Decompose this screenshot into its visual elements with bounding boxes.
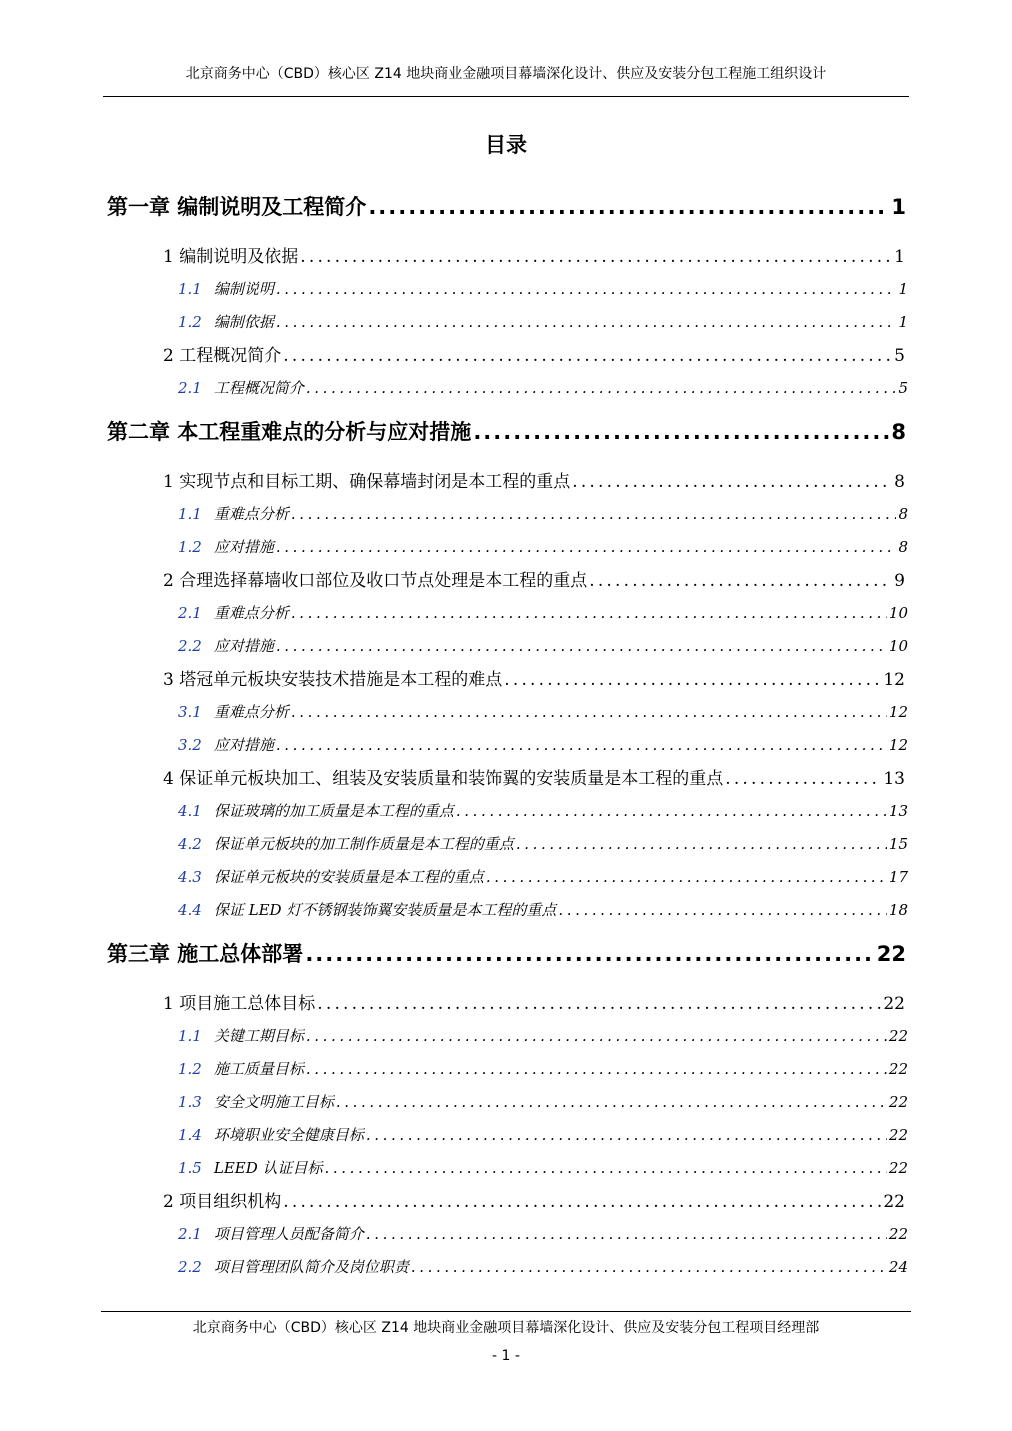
toc-entry-page: 8 bbox=[891, 420, 906, 444]
toc-title: 目录 bbox=[485, 133, 527, 157]
toc-entry-label: 3 塔冠单元板块安装技术措施是本工程的难点 bbox=[163, 670, 503, 690]
toc-entry-text bbox=[178, 1056, 304, 1082]
toc-dot-leader bbox=[283, 1188, 881, 1216]
toc-entry-level-3[interactable] bbox=[178, 1056, 908, 1082]
toc-entry-level-3[interactable] bbox=[178, 309, 908, 335]
toc-entry-number: 1.5 bbox=[178, 1159, 202, 1177]
toc-entry-number: 1.2 bbox=[178, 1060, 202, 1078]
toc-dot-leader bbox=[291, 501, 897, 527]
toc-entry-text bbox=[178, 798, 454, 824]
toc-entry-number: 4.1 bbox=[178, 802, 202, 820]
toc-entry-text bbox=[178, 1221, 364, 1247]
toc-entry-level-3[interactable] bbox=[178, 375, 908, 401]
toc-entry-text bbox=[178, 699, 289, 725]
toc-entry-label: 应对措施 bbox=[213, 538, 274, 556]
toc-dot-leader bbox=[300, 243, 892, 271]
toc-entry-label: 2 合理选择幕墙收口部位及收口节点处理是本工程的重点 bbox=[163, 571, 588, 591]
toc-entry-text bbox=[178, 534, 274, 560]
toc-entry-text bbox=[163, 666, 502, 694]
toc-entry-number: 1.1 bbox=[178, 1027, 202, 1045]
toc-entry-text bbox=[178, 1155, 323, 1181]
toc-entry-text bbox=[178, 1122, 364, 1148]
toc-entry-level-2[interactable] bbox=[163, 342, 905, 370]
toc-entry-level-3[interactable] bbox=[178, 501, 908, 527]
toc-entry-page: 13 bbox=[883, 769, 905, 789]
toc-entry-number: 2.2 bbox=[178, 1258, 202, 1276]
toc-entry-label: 1 实现节点和目标工期、确保幕墙封闭是本工程的重点 bbox=[163, 472, 571, 492]
toc-dot-leader bbox=[291, 600, 887, 626]
toc-entry-label: 重难点分析 bbox=[213, 604, 289, 622]
toc-entry-level-3[interactable] bbox=[178, 1254, 908, 1280]
toc-dot-leader bbox=[456, 798, 887, 824]
toc-entry-level-2[interactable] bbox=[163, 765, 905, 793]
page-header: 北京商务中心（CBD）核心区 Z14 地块商业金融项目幕墙深化设计、供应及安装分包工程施工组织设计 bbox=[103, 62, 909, 97]
toc-entry-level-3[interactable] bbox=[178, 600, 908, 626]
toc-entry-text bbox=[163, 342, 281, 370]
toc-dot-leader bbox=[368, 190, 889, 224]
toc-entry-level-3[interactable] bbox=[178, 831, 908, 857]
toc-entry-label: 应对措施 bbox=[213, 637, 274, 655]
toc-dot-leader bbox=[486, 864, 887, 890]
toc-dot-leader bbox=[325, 1155, 887, 1181]
toc-entry-page: 13 bbox=[888, 802, 908, 820]
toc-entry-label: 保证单元板块的加工制作质量是本工程的重点 bbox=[213, 835, 514, 853]
toc-entry-text bbox=[178, 309, 274, 335]
toc-dot-leader bbox=[336, 1089, 887, 1115]
toc-entry-text bbox=[178, 633, 274, 659]
toc-entry-page: 22 bbox=[888, 1093, 908, 1111]
toc-entry-page: 22 bbox=[888, 1060, 908, 1078]
toc-entry-page: 5 bbox=[894, 346, 905, 366]
toc-entry-page: 22 bbox=[888, 1225, 908, 1243]
toc-entry-label: 安全文明施工目标 bbox=[213, 1093, 334, 1111]
toc-entry-label: 重难点分析 bbox=[213, 505, 289, 523]
toc-entry-level-3[interactable] bbox=[178, 1155, 908, 1181]
page-footer: 北京商务中心（CBD）核心区 Z14 地块商业金融项目幕墙深化设计、供应及安装分包工程项目经理部 bbox=[192, 1320, 820, 1336]
toc-entry-number: 1.1 bbox=[178, 505, 202, 523]
toc-entry-text bbox=[178, 1254, 409, 1280]
toc-entry-level-1[interactable] bbox=[107, 415, 906, 449]
toc-entry-page: 12 bbox=[888, 736, 908, 754]
toc-entry-number: 1.2 bbox=[178, 538, 202, 556]
toc-entry-level-3[interactable] bbox=[178, 897, 908, 923]
toc-dot-leader bbox=[276, 534, 897, 560]
toc-dot-leader bbox=[276, 732, 887, 758]
toc-entry-level-2[interactable] bbox=[163, 666, 905, 694]
toc-entry-label: 保证 LED 灯不锈钢装饰翼安装质量是本工程的重点 bbox=[213, 901, 557, 919]
toc-dot-leader bbox=[473, 415, 889, 449]
toc-entry-page: 12 bbox=[888, 703, 908, 721]
toc-entry-number: 2.1 bbox=[178, 1225, 202, 1243]
toc-entry-level-3[interactable] bbox=[178, 798, 908, 824]
toc-entry-level-3[interactable] bbox=[178, 276, 908, 302]
toc-dot-leader bbox=[725, 765, 881, 793]
toc-entry-text bbox=[178, 732, 274, 758]
toc-entry-page: 10 bbox=[888, 604, 908, 622]
toc-entry-text bbox=[178, 501, 289, 527]
toc-dot-leader bbox=[276, 276, 897, 302]
toc-entry-page: 1 bbox=[894, 247, 905, 267]
footer-divider bbox=[101, 1311, 911, 1312]
toc-entry-label: LEED 认证目标 bbox=[213, 1159, 323, 1177]
toc-dot-leader bbox=[306, 1023, 887, 1049]
toc-entry-page: 12 bbox=[883, 670, 905, 690]
toc-entry-text bbox=[163, 468, 570, 496]
toc-entry-number: 1.4 bbox=[178, 1126, 202, 1144]
toc-entry-level-3[interactable] bbox=[178, 534, 908, 560]
toc-entry-text bbox=[163, 1188, 281, 1216]
toc-entry-level-3[interactable] bbox=[178, 1221, 908, 1247]
toc-entry-number: 1.1 bbox=[178, 280, 202, 298]
toc-dot-leader bbox=[558, 897, 887, 923]
toc-dot-leader bbox=[283, 342, 892, 370]
toc-entry-number: 4.4 bbox=[178, 901, 202, 919]
toc-entry-level-3[interactable] bbox=[178, 864, 908, 890]
toc-entry-page: 10 bbox=[888, 637, 908, 655]
toc-entry-label: 应对措施 bbox=[213, 736, 274, 754]
toc-entry-page: 18 bbox=[888, 901, 908, 919]
toc-entry-number: 1.2 bbox=[178, 313, 202, 331]
toc-dot-leader bbox=[366, 1122, 887, 1148]
toc-entry-text bbox=[163, 243, 298, 271]
toc-entry-number: 1.3 bbox=[178, 1093, 202, 1111]
toc-entry-label: 保证玻璃的加工质量是本工程的重点 bbox=[213, 802, 454, 820]
toc-entry-page: 8 bbox=[898, 505, 908, 523]
toc-entry-number: 2.2 bbox=[178, 637, 202, 655]
toc-dot-leader bbox=[276, 309, 897, 335]
toc-entry-page: 5 bbox=[898, 379, 908, 397]
toc-entry-page: 8 bbox=[894, 472, 905, 492]
toc-dot-leader bbox=[317, 990, 881, 1018]
toc-entry-number: 2.1 bbox=[178, 379, 202, 397]
toc-entry-page: 15 bbox=[888, 835, 908, 853]
toc-entry-label: 保证单元板块的安装质量是本工程的重点 bbox=[213, 868, 484, 886]
toc-entry-page: 22 bbox=[888, 1159, 908, 1177]
toc-entry-label: 工程概况简介 bbox=[213, 379, 304, 397]
toc-entry-text bbox=[163, 990, 315, 1018]
toc-entry-level-3[interactable] bbox=[178, 1023, 908, 1049]
toc-entry-text bbox=[178, 1089, 334, 1115]
toc-entry-page: 22 bbox=[876, 942, 906, 966]
toc-entry-text bbox=[107, 415, 471, 449]
toc-entry-label: 2 项目组织机构 bbox=[163, 1192, 282, 1212]
toc-entry-page: 22 bbox=[888, 1126, 908, 1144]
toc-entry-text bbox=[178, 1023, 304, 1049]
toc-entry-level-2[interactable] bbox=[163, 990, 905, 1018]
toc-entry-number: 4.3 bbox=[178, 868, 202, 886]
toc-entry-label: 编制依据 bbox=[213, 313, 274, 331]
toc-dot-leader bbox=[306, 1056, 887, 1082]
toc-entry-page: 1 bbox=[891, 195, 906, 219]
toc-entry-text bbox=[178, 600, 289, 626]
toc-entry-text bbox=[163, 765, 723, 793]
toc-entry-text bbox=[178, 831, 514, 857]
toc-entry-page: 8 bbox=[898, 538, 908, 556]
toc-entry-text bbox=[178, 276, 274, 302]
toc-entry-page: 1 bbox=[898, 313, 908, 331]
toc-dot-leader bbox=[516, 831, 887, 857]
toc-entry-number: 2.1 bbox=[178, 604, 202, 622]
toc-dot-leader bbox=[306, 375, 897, 401]
toc-entry-page: 1 bbox=[898, 280, 908, 298]
toc-entry-page: 24 bbox=[888, 1258, 908, 1276]
toc-entry-text bbox=[178, 864, 484, 890]
toc-entry-level-1[interactable] bbox=[107, 190, 906, 224]
toc-entry-label: 项目管理人员配备简介 bbox=[213, 1225, 364, 1243]
toc-dot-leader bbox=[504, 666, 881, 694]
toc-entry-label: 第三章 施工总体部署 bbox=[107, 942, 304, 966]
toc-entry-level-2[interactable] bbox=[163, 1188, 905, 1216]
toc-entry-number: 3.1 bbox=[178, 703, 202, 721]
toc-dot-leader bbox=[589, 567, 892, 595]
toc-entry-label: 第二章 本工程重难点的分析与应对措施 bbox=[107, 420, 472, 444]
toc-dot-leader bbox=[291, 699, 887, 725]
toc-entry-text bbox=[107, 190, 366, 224]
toc-dot-leader bbox=[366, 1221, 887, 1247]
toc-entry-label: 施工质量目标 bbox=[213, 1060, 304, 1078]
toc-entry-level-2[interactable] bbox=[163, 468, 905, 496]
toc-entry-text bbox=[178, 375, 304, 401]
toc-entry-level-3[interactable] bbox=[178, 699, 908, 725]
toc-entry-number: 3.2 bbox=[178, 736, 202, 754]
toc-entry-label: 第一章 编制说明及工程简介 bbox=[107, 195, 367, 219]
toc-entry-level-3[interactable] bbox=[178, 1122, 908, 1148]
toc-entry-label: 环境职业安全健康目标 bbox=[213, 1126, 364, 1144]
toc-entry-number: 4.2 bbox=[178, 835, 202, 853]
toc-entry-page: 9 bbox=[894, 571, 905, 591]
toc-entry-text bbox=[107, 937, 303, 971]
toc-dot-leader bbox=[572, 468, 892, 496]
toc-entry-page: 17 bbox=[888, 868, 908, 886]
toc-entry-label: 1 项目施工总体目标 bbox=[163, 994, 316, 1014]
toc-entry-text bbox=[178, 897, 556, 923]
toc-entry-page: 22 bbox=[888, 1027, 908, 1045]
toc-dot-leader bbox=[276, 633, 887, 659]
page-number: - 1 - bbox=[492, 1348, 520, 1364]
toc-entry-label: 项目管理团队简介及岗位职责 bbox=[213, 1258, 409, 1276]
toc-dot-leader bbox=[305, 937, 874, 971]
toc-entry-level-2[interactable] bbox=[163, 567, 905, 595]
toc-entry-label: 重难点分析 bbox=[213, 703, 289, 721]
toc-entry-text bbox=[163, 567, 587, 595]
toc-entry-page: 22 bbox=[883, 1192, 905, 1212]
toc-entry-page: 22 bbox=[883, 994, 905, 1014]
toc-entry-level-3[interactable] bbox=[178, 732, 908, 758]
toc-dot-leader bbox=[411, 1254, 887, 1280]
toc-entry-level-1[interactable] bbox=[107, 937, 906, 971]
toc-entry-level-2[interactable] bbox=[163, 243, 905, 271]
toc-entry-label: 2 工程概况简介 bbox=[163, 346, 282, 366]
toc-entry-label: 关键工期目标 bbox=[213, 1027, 304, 1045]
toc-entry-label: 4 保证单元板块加工、组装及安装质量和装饰翼的安装质量是本工程的重点 bbox=[163, 769, 724, 789]
toc-entry-level-3[interactable] bbox=[178, 633, 908, 659]
toc-entry-level-3[interactable] bbox=[178, 1089, 908, 1115]
toc-entry-label: 编制说明 bbox=[213, 280, 274, 298]
toc-entry-label: 1 编制说明及依据 bbox=[163, 247, 299, 267]
